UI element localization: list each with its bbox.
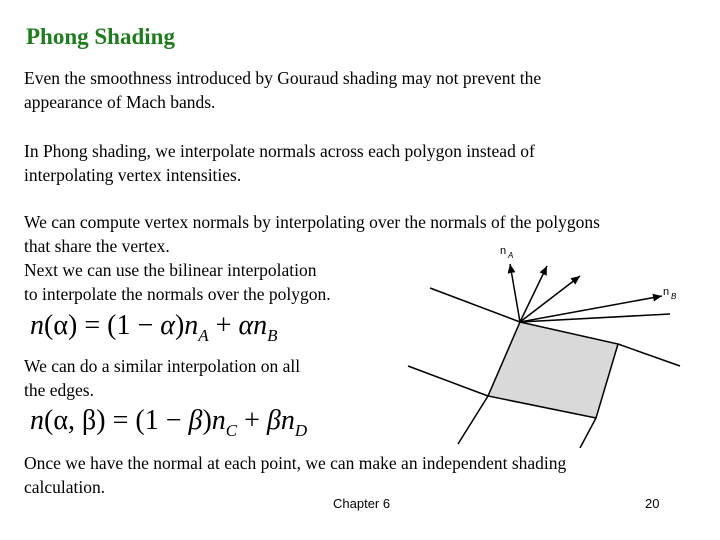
- paragraph-line: the edges.: [24, 380, 94, 400]
- formula-term: = (1 −: [77, 310, 161, 341]
- paragraph-mach-bands: [24, 66, 541, 114]
- mesh-edge: [580, 418, 596, 448]
- mesh-edge: [458, 396, 488, 444]
- formula-term: n: [30, 310, 44, 341]
- paragraph-shading-calc: [24, 451, 566, 499]
- paragraph-line: We can do a similar interpolation on all: [24, 356, 301, 376]
- paragraph-line: Next we can use the bilinear interpolation: [24, 260, 317, 280]
- formula-subscript: A: [198, 326, 209, 345]
- formula-term: n: [184, 310, 199, 341]
- formula-term: n: [30, 405, 44, 436]
- paragraph-line: Even the smoothness introduced by Gouraud shading may not prevent the: [24, 68, 542, 88]
- formula-term: ): [174, 310, 185, 341]
- formula-term: n: [280, 405, 295, 436]
- paragraph-line: that share the vertex.: [24, 236, 170, 256]
- formula-alpha: [30, 310, 278, 346]
- formula-term: β: [188, 405, 203, 436]
- paragraph-line: In Phong shading, we interpolate normals across each polygon instead of: [24, 141, 535, 161]
- formula-term: = (1 −: [105, 405, 189, 436]
- normal-vector: [520, 266, 547, 322]
- paragraph-line: calculation.: [24, 477, 106, 497]
- formula-term: α: [238, 310, 254, 341]
- mesh-edge: [618, 344, 680, 366]
- formula-term: n: [253, 310, 268, 341]
- formula-subscript: D: [294, 421, 308, 440]
- normal-vector: [520, 276, 580, 322]
- paragraph-line: We can compute vertex normals by interpolating over the normals of the polygons: [24, 212, 600, 232]
- formula-term: α: [160, 310, 175, 341]
- paragraph-line: to interpolate the normals over the polygon.: [24, 284, 331, 304]
- slide-title: Phong Shading: [26, 24, 175, 49]
- formula-subscript: C: [225, 421, 238, 440]
- footer-chapter: Chapter 6: [333, 496, 391, 511]
- formula-term: +: [208, 310, 239, 341]
- formula-term: (α, β): [44, 405, 106, 436]
- shaded-polygon: [488, 322, 618, 418]
- formula-alpha-beta: [30, 405, 307, 441]
- paragraph-line: Once we have the normal at each point, we can make an independent shading: [24, 453, 567, 473]
- normal-a-subscript: A: [508, 251, 514, 260]
- footer-page-number: 20: [645, 496, 660, 511]
- polygon-normals-diagram: [380, 236, 700, 448]
- paragraph-edges: [24, 354, 300, 402]
- mesh-edge: [408, 366, 488, 396]
- formula-term: β: [266, 405, 281, 436]
- paragraph-phong-normals: [24, 139, 535, 187]
- paragraph-line: interpolating vertex intensities.: [24, 165, 242, 185]
- normal-a-label: n: [500, 245, 507, 257]
- normal-b-label: n: [663, 286, 670, 298]
- normal-vector-a: [510, 264, 520, 322]
- formula-term: n: [211, 405, 226, 436]
- paragraph-line: appearance of Mach bands.: [24, 92, 216, 112]
- mesh-edge: [430, 288, 520, 322]
- formula-term: (α): [44, 310, 78, 341]
- formula-term: +: [237, 405, 267, 436]
- formula-subscript: B: [267, 326, 278, 345]
- formula-term: ): [202, 405, 212, 436]
- normal-b-subscript: B: [671, 292, 677, 301]
